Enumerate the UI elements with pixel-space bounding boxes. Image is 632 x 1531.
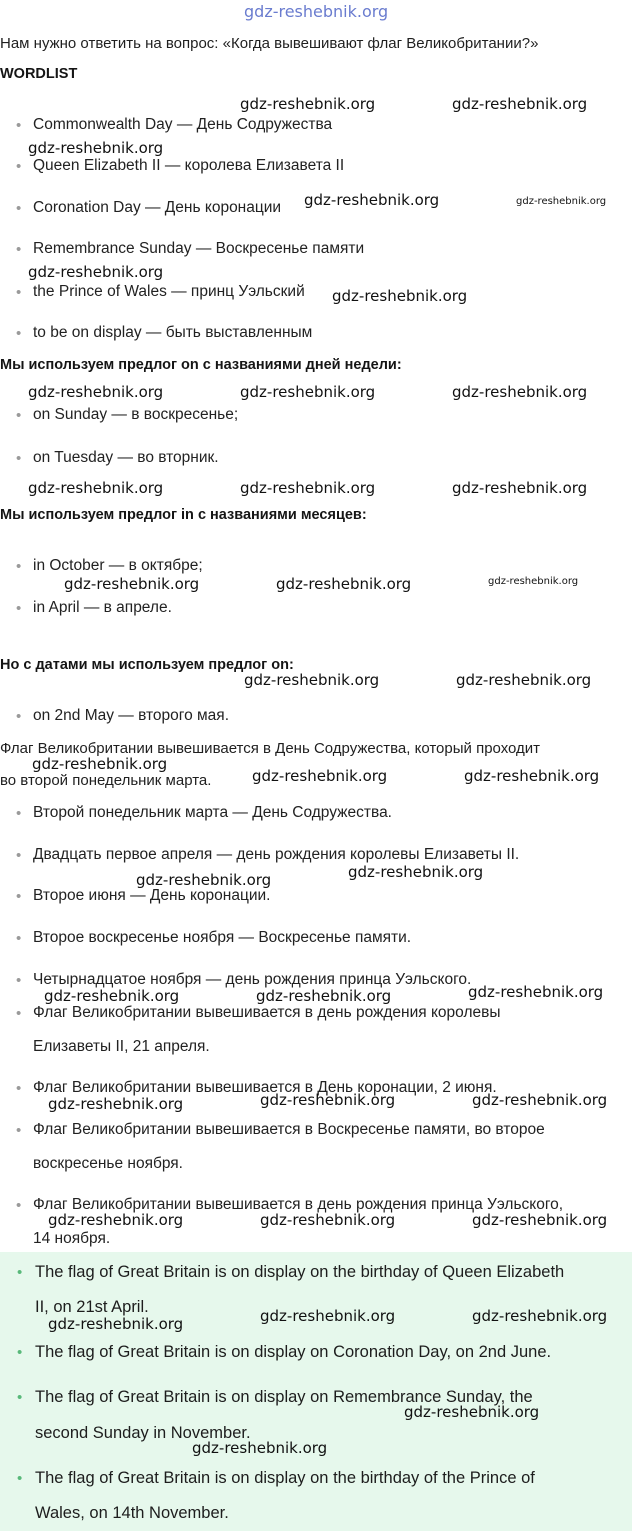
- ru-answer-line: 14 ноября.: [33, 1230, 111, 1247]
- watermark: gdz-reshebnik.org: [28, 479, 164, 497]
- watermark: gdz-reshebnik.org: [260, 1211, 396, 1229]
- en-answer-line: The flag of Great Britain is on display on Coronation Day, on 2nd June.: [35, 1343, 552, 1361]
- watermark: gdz-reshebnik.org: [468, 983, 604, 1001]
- example-item: in October — в октябре;: [33, 557, 203, 574]
- wordlist-item: to be on display — быть выставленным: [33, 324, 313, 341]
- watermark: gdz-reshebnik.org: [260, 1091, 396, 1109]
- watermark: gdz-reshebnik.org: [28, 263, 164, 281]
- bullet: •: [16, 888, 22, 905]
- wordlist-item: Commonwealth Day — День Содружества: [33, 116, 333, 133]
- watermark: gdz-reshebnik.org: [28, 383, 164, 401]
- watermark: gdz-reshebnik.org: [32, 755, 168, 773]
- ru-answer-line: воскресенье ноября.: [33, 1155, 183, 1172]
- watermark: gdz-reshebnik.org: [64, 575, 200, 593]
- bullet: •: [17, 1389, 23, 1406]
- watermark-top: gdz-reshebnik.org: [244, 2, 389, 21]
- en-answer-line: The flag of Great Britain is on display on the birthday of the Prince of: [35, 1469, 535, 1487]
- en-answer-line: Wales, on 14th November.: [35, 1504, 229, 1522]
- watermark: gdz-reshebnik.org: [452, 479, 588, 497]
- bullet: •: [16, 450, 22, 467]
- watermark: gdz-reshebnik.org: [488, 576, 579, 587]
- bullet: •: [16, 1080, 22, 1097]
- watermark: gdz-reshebnik.org: [48, 1315, 184, 1333]
- commonwealth-text-line2: во второй понедельник марта.: [0, 772, 212, 789]
- bullet: •: [16, 600, 22, 617]
- wordlist-item: Coronation Day — День коронации: [33, 199, 282, 216]
- date-item: Второй понедельник марта — День Содружества.: [33, 804, 392, 821]
- watermark: gdz-reshebnik.org: [260, 1307, 396, 1325]
- en-answer-line: II, on 21st April.: [35, 1298, 149, 1316]
- watermark: gdz-reshebnik.org: [28, 139, 164, 157]
- bullet: •: [16, 930, 22, 947]
- bullet: •: [16, 972, 22, 989]
- example-item: on 2nd May — второго мая.: [33, 707, 230, 724]
- watermark: gdz-reshebnik.org: [348, 863, 484, 881]
- watermark: gdz-reshebnik.org: [404, 1403, 540, 1421]
- ru-answer-line: Флаг Великобритании вывешивается в День коронации, 2 июня.: [33, 1079, 497, 1096]
- watermark: gdz-reshebnik.org: [44, 987, 180, 1005]
- commonwealth-text-line1: Флаг Великобритании вывешивается в День Содружества, который проходит: [0, 740, 541, 757]
- example-item: on Sunday — в воскресенье;: [33, 406, 239, 423]
- watermark: gdz-reshebnik.org: [304, 191, 440, 209]
- wordlist-item: Queen Elizabeth II — королева Елизавета II: [33, 157, 345, 174]
- wordlist-item: the Prince of Wales — принц Уэльский: [33, 283, 305, 300]
- watermark: gdz-reshebnik.org: [472, 1211, 608, 1229]
- bullet: •: [16, 1197, 22, 1214]
- bullet: •: [16, 407, 22, 424]
- bullet: •: [16, 241, 22, 258]
- watermark: gdz-reshebnik.org: [276, 575, 412, 593]
- watermark: gdz-reshebnik.org: [452, 383, 588, 401]
- bullet: •: [16, 558, 22, 575]
- en-answer-line: second Sunday in November.: [35, 1424, 251, 1442]
- bullet: •: [17, 1264, 23, 1281]
- bullet: •: [16, 1005, 22, 1022]
- watermark: gdz-reshebnik.org: [240, 383, 376, 401]
- bullet: •: [16, 117, 22, 134]
- ru-answer-line: Елизаветы II, 21 апреля.: [33, 1038, 210, 1055]
- watermark: gdz-reshebnik.org: [240, 95, 376, 113]
- watermark: gdz-reshebnik.org: [48, 1095, 184, 1113]
- rule-dates: Но с датами мы используем предлог on:: [0, 657, 294, 673]
- bullet: •: [16, 325, 22, 342]
- watermark: gdz-reshebnik.org: [464, 767, 600, 785]
- watermark: gdz-reshebnik.org: [48, 1211, 184, 1229]
- bullet: •: [16, 158, 22, 175]
- ru-answer-line: Флаг Великобритании вывешивается в Воскресенье памяти, во второе: [33, 1121, 545, 1138]
- watermark: gdz-reshebnik.org: [256, 987, 392, 1005]
- example-item: on Tuesday — во вторник.: [33, 449, 219, 466]
- bullet: •: [16, 708, 22, 725]
- watermark: gdz-reshebnik.org: [240, 479, 376, 497]
- bullet: •: [16, 847, 22, 864]
- example-item: in April — в апреле.: [33, 599, 172, 616]
- bullet: •: [17, 1344, 23, 1361]
- watermark: gdz-reshebnik.org: [516, 196, 607, 207]
- watermark: gdz-reshebnik.org: [472, 1307, 608, 1325]
- watermark: gdz-reshebnik.org: [252, 767, 388, 785]
- watermark: gdz-reshebnik.org: [332, 287, 468, 305]
- watermark: gdz-reshebnik.org: [136, 871, 272, 889]
- watermark: gdz-reshebnik.org: [244, 671, 380, 689]
- watermark: gdz-reshebnik.org: [192, 1439, 328, 1457]
- rule-months: Мы используем предлог in с названиями месяцев:: [0, 507, 367, 523]
- bullet: •: [16, 805, 22, 822]
- watermark: gdz-reshebnik.org: [452, 95, 588, 113]
- bullet: •: [17, 1470, 23, 1487]
- en-answer-line: The flag of Great Britain is on display on Remembrance Sunday, the: [35, 1388, 533, 1406]
- rule-days: Мы используем предлог on с названиями дней недели:: [0, 357, 402, 373]
- wordlist-item: Remembrance Sunday — Воскресенье памяти: [33, 240, 365, 257]
- bullet: •: [16, 284, 22, 301]
- ru-answer-line: Флаг Великобритании вывешивается в день рождения королевы: [33, 1004, 501, 1021]
- date-item: Второе воскресенье ноября — Воскресенье памяти.: [33, 929, 412, 946]
- watermark: gdz-reshebnik.org: [472, 1091, 608, 1109]
- bullet: •: [16, 1122, 22, 1139]
- date-item: Второе июня — День коронации.: [33, 887, 271, 904]
- en-answer-line: The flag of Great Britain is on display on the birthday of Queen Elizabeth: [35, 1263, 565, 1281]
- wordlist-heading: WORDLIST: [0, 66, 78, 82]
- intro-text: Нам нужно ответить на вопрос: «Когда вывешивают флаг Великобритании?»: [0, 35, 539, 52]
- ru-answer-line: Флаг Великобритании вывешивается в день рождения принца Уэльского,: [33, 1196, 564, 1213]
- date-item: Двадцать первое апреля — день рождения королевы Елизаветы II.: [33, 846, 520, 863]
- watermark: gdz-reshebnik.org: [456, 671, 592, 689]
- date-item: Четырнадцатое ноября — день рождения принца Уэльского.: [33, 971, 472, 988]
- bullet: •: [16, 200, 22, 217]
